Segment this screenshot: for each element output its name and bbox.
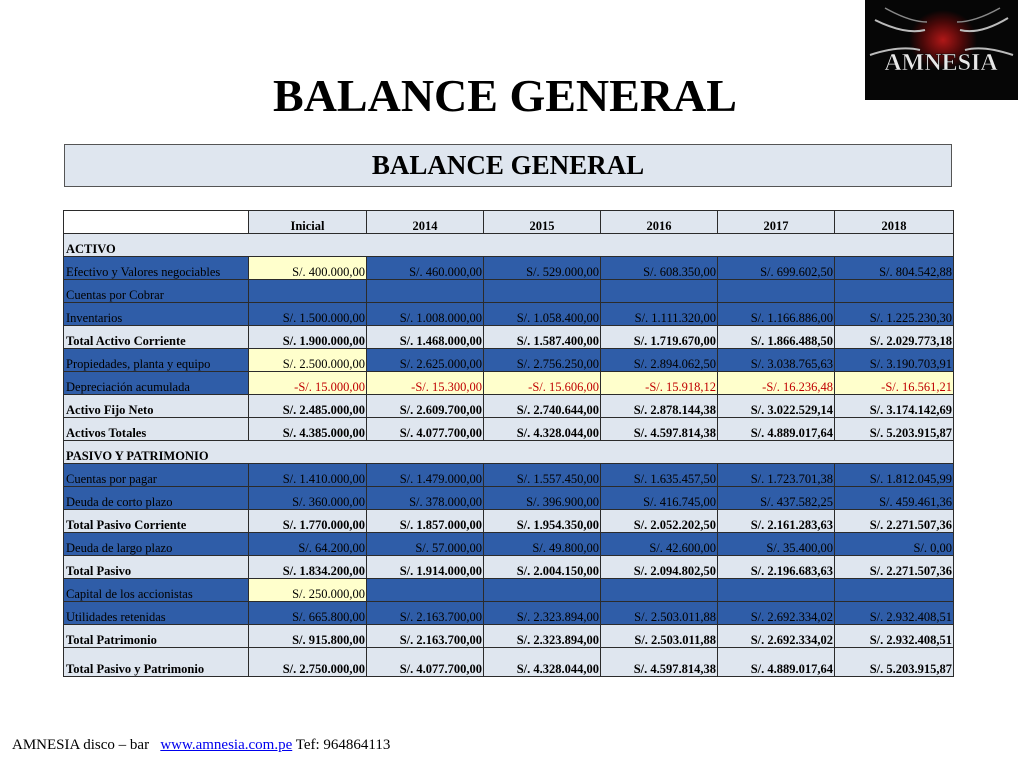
- value-cell: S/. 57.000,00: [367, 533, 484, 556]
- value-cell: S/. 2.094.802,50: [601, 556, 718, 579]
- table-row: [64, 418, 954, 441]
- value-cell: S/. 437.582,25: [718, 487, 835, 510]
- header-cell-2014: 2014: [367, 211, 484, 234]
- row-label: Inventarios: [64, 303, 249, 326]
- value-cell: S/. 2.692.334,02: [718, 625, 835, 648]
- table-row: [64, 349, 954, 372]
- table-row: [64, 602, 954, 625]
- row-label: Total Pasivo Corriente: [64, 510, 249, 533]
- value-cell: S/. 1.058.400,00: [484, 303, 601, 326]
- header-cell-2017: 2017: [718, 211, 835, 234]
- value-cell: -S/. 15.918,12: [601, 372, 718, 395]
- table-row: [64, 556, 954, 579]
- table-row: [64, 257, 954, 280]
- header-cell-2015: 2015: [484, 211, 601, 234]
- value-cell: S/. 378.000,00: [367, 487, 484, 510]
- value-cell: S/. 2.323.894,00: [484, 602, 601, 625]
- value-cell: S/. 1.587.400,00: [484, 326, 601, 349]
- value-cell: S/. 4.597.814,38: [601, 418, 718, 441]
- value-cell: S/. 49.800,00: [484, 533, 601, 556]
- table-row: [64, 648, 954, 677]
- value-cell: [249, 280, 367, 303]
- value-cell: S/. 416.745,00: [601, 487, 718, 510]
- website-link[interactable]: www.amnesia.com.pe: [160, 737, 293, 753]
- value-cell: S/. 2.932.408,51: [835, 625, 954, 648]
- value-cell: S/. 2.932.408,51: [835, 602, 954, 625]
- value-cell: S/. 396.900,00: [484, 487, 601, 510]
- row-label: Deuda de corto plazo: [64, 487, 249, 510]
- value-cell: S/. 360.000,00: [249, 487, 367, 510]
- value-cell: S/. 3.038.765,63: [718, 349, 835, 372]
- value-cell: S/. 64.200,00: [249, 533, 367, 556]
- value-cell: S/. 1.479.000,00: [367, 464, 484, 487]
- value-cell: -S/. 15.300,00: [367, 372, 484, 395]
- value-cell: S/. 460.000,00: [367, 257, 484, 280]
- value-cell: S/. 2.163.700,00: [367, 625, 484, 648]
- table-row: [64, 441, 954, 464]
- value-cell: S/. 459.461,36: [835, 487, 954, 510]
- value-cell: S/. 1.111.320,00: [601, 303, 718, 326]
- table-row: [64, 303, 954, 326]
- row-label: Activos Totales: [64, 418, 249, 441]
- value-cell: S/. 42.600,00: [601, 533, 718, 556]
- value-cell: S/. 4.385.000,00: [249, 418, 367, 441]
- value-cell: S/. 2.052.202,50: [601, 510, 718, 533]
- value-cell: S/. 1.008.000,00: [367, 303, 484, 326]
- value-cell: S/. 1.225.230,30: [835, 303, 954, 326]
- value-cell: S/. 699.602,50: [718, 257, 835, 280]
- value-cell: S/. 1.954.350,00: [484, 510, 601, 533]
- amnesia-logo: [865, 0, 1018, 100]
- header-cell-inicial: Inicial: [249, 211, 367, 234]
- value-cell: S/. 5.203.915,87: [835, 418, 954, 441]
- row-label: Total Pasivo: [64, 556, 249, 579]
- table-row: [64, 234, 954, 257]
- value-cell: [484, 579, 601, 602]
- value-cell: S/. 2.609.700,00: [367, 395, 484, 418]
- value-cell: S/. 1.770.000,00: [249, 510, 367, 533]
- table-row: [64, 625, 954, 648]
- value-cell: S/. 1.557.450,00: [484, 464, 601, 487]
- value-cell: [601, 579, 718, 602]
- row-label: Depreciación acumulada: [64, 372, 249, 395]
- row-label: Efectivo y Valores negociables: [64, 257, 249, 280]
- value-cell: S/. 804.542,88: [835, 257, 954, 280]
- value-cell: S/. 2.878.144,38: [601, 395, 718, 418]
- row-label: Cuentas por Cobrar: [64, 280, 249, 303]
- page-title: BALANCE GENERAL: [273, 70, 737, 121]
- value-cell: S/. 2.500.000,00: [249, 349, 367, 372]
- value-cell: S/. 2.750.000,00: [249, 648, 367, 677]
- row-label: Utilidades retenidas: [64, 602, 249, 625]
- value-cell: S/. 1.914.000,00: [367, 556, 484, 579]
- table-row: [64, 510, 954, 533]
- table-header-row: [64, 211, 954, 234]
- value-cell: [484, 280, 601, 303]
- row-label: Cuentas por pagar: [64, 464, 249, 487]
- row-label: Total Patrimonio: [64, 625, 249, 648]
- value-cell: [601, 280, 718, 303]
- value-cell: S/. 1.166.886,00: [718, 303, 835, 326]
- value-cell: S/. 0,00: [835, 533, 954, 556]
- footer-company: AMNESIA disco – bar: [12, 737, 150, 753]
- value-cell: S/. 1.857.000,00: [367, 510, 484, 533]
- value-cell: S/. 2.485.000,00: [249, 395, 367, 418]
- table-row: [64, 280, 954, 303]
- value-cell: S/. 665.800,00: [249, 602, 367, 625]
- value-cell: S/. 2.756.250,00: [484, 349, 601, 372]
- value-cell: S/. 2.163.700,00: [367, 602, 484, 625]
- value-cell: S/. 1.635.457,50: [601, 464, 718, 487]
- table-row: [64, 579, 954, 602]
- value-cell: S/. 250.000,00: [249, 579, 367, 602]
- table-row: [64, 395, 954, 418]
- value-cell: S/. 3.022.529,14: [718, 395, 835, 418]
- value-cell: [835, 579, 954, 602]
- balance-sheet-table: [63, 210, 954, 677]
- value-cell: S/. 4.889.017,64: [718, 418, 835, 441]
- value-cell: S/. 2.004.150,00: [484, 556, 601, 579]
- value-cell: S/. 915.800,00: [249, 625, 367, 648]
- table-row: [64, 326, 954, 349]
- value-cell: S/. 1.866.488,50: [718, 326, 835, 349]
- table-row: [64, 464, 954, 487]
- footer-phone: Tef: 964864113: [295, 737, 391, 753]
- value-cell: S/. 1.410.000,00: [249, 464, 367, 487]
- value-cell: S/. 4.328.044,00: [484, 648, 601, 677]
- svg-text:AMNESIA: AMNESIA: [884, 50, 998, 76]
- value-cell: S/. 2.625.000,00: [367, 349, 484, 372]
- value-cell: S/. 2.692.334,02: [718, 602, 835, 625]
- table-title: BALANCE GENERAL: [64, 144, 952, 187]
- value-cell: S/. 1.812.045,99: [835, 464, 954, 487]
- row-label: Capital de los accionistas: [64, 579, 249, 602]
- row-label: Total Pasivo y Patrimonio: [64, 648, 249, 677]
- value-cell: S/. 3.174.142,69: [835, 395, 954, 418]
- value-cell: S/. 1.468.000,00: [367, 326, 484, 349]
- value-cell: S/. 2.503.011,88: [601, 625, 718, 648]
- value-cell: -S/. 16.236,48: [718, 372, 835, 395]
- value-cell: S/. 1.500.000,00: [249, 303, 367, 326]
- value-cell: S/. 1.834.200,00: [249, 556, 367, 579]
- value-cell: S/. 3.190.703,91: [835, 349, 954, 372]
- value-cell: S/. 2.894.062,50: [601, 349, 718, 372]
- header-cell-blank: [64, 211, 249, 234]
- value-cell: S/. 2.271.507,36: [835, 556, 954, 579]
- value-cell: S/. 2.271.507,36: [835, 510, 954, 533]
- value-cell: S/. 2.323.894,00: [484, 625, 601, 648]
- value-cell: S/. 400.000,00: [249, 257, 367, 280]
- header-cell-2018: 2018: [835, 211, 954, 234]
- header-cell-2016: 2016: [601, 211, 718, 234]
- table-row: [64, 487, 954, 510]
- row-label: Deuda de largo plazo: [64, 533, 249, 556]
- value-cell: S/. 2.161.283,63: [718, 510, 835, 533]
- value-cell: -S/. 16.561,21: [835, 372, 954, 395]
- section-label: PASIVO Y PATRIMONIO: [64, 441, 954, 464]
- value-cell: S/. 1.723.701,38: [718, 464, 835, 487]
- value-cell: [367, 579, 484, 602]
- value-cell: S/. 2.740.644,00: [484, 395, 601, 418]
- value-cell: S/. 2.503.011,88: [601, 602, 718, 625]
- value-cell: S/. 4.889.017,64: [718, 648, 835, 677]
- value-cell: S/. 2.196.683,63: [718, 556, 835, 579]
- value-cell: S/. 608.350,00: [601, 257, 718, 280]
- value-cell: S/. 4.597.814,38: [601, 648, 718, 677]
- value-cell: [367, 280, 484, 303]
- value-cell: -S/. 15.000,00: [249, 372, 367, 395]
- row-label: Total Activo Corriente: [64, 326, 249, 349]
- table-row: [64, 372, 954, 395]
- value-cell: [718, 280, 835, 303]
- value-cell: [835, 280, 954, 303]
- table-row: [64, 533, 954, 556]
- value-cell: S/. 4.077.700,00: [367, 418, 484, 441]
- value-cell: S/. 529.000,00: [484, 257, 601, 280]
- value-cell: S/. 1.719.670,00: [601, 326, 718, 349]
- value-cell: S/. 35.400,00: [718, 533, 835, 556]
- section-label: ACTIVO: [64, 234, 954, 257]
- value-cell: S/. 2.029.773,18: [835, 326, 954, 349]
- row-label: Propiedades, planta y equipo: [64, 349, 249, 372]
- value-cell: S/. 4.328.044,00: [484, 418, 601, 441]
- value-cell: [718, 579, 835, 602]
- row-label: Activo Fijo Neto: [64, 395, 249, 418]
- value-cell: -S/. 15.606,00: [484, 372, 601, 395]
- value-cell: S/. 4.077.700,00: [367, 648, 484, 677]
- footer: [12, 737, 390, 754]
- value-cell: S/. 1.900.000,00: [249, 326, 367, 349]
- value-cell: S/. 5.203.915,87: [835, 648, 954, 677]
